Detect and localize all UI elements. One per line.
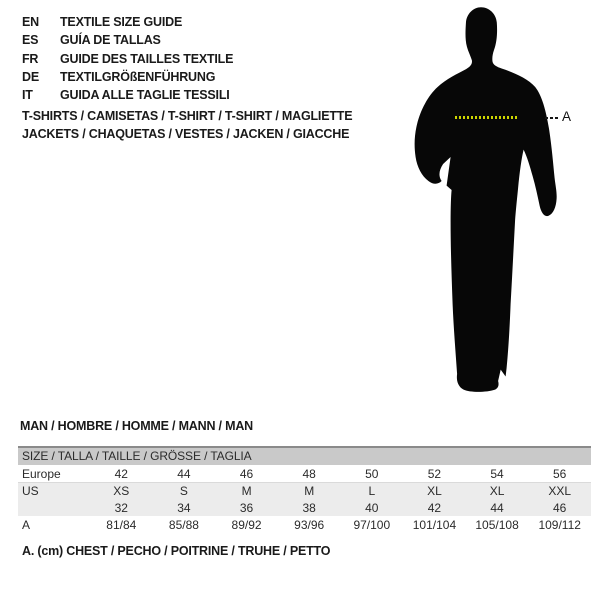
measure-pointer-dashes xyxy=(545,117,559,119)
table-cell: 40 xyxy=(365,500,379,515)
table-row-us-numeric xyxy=(18,499,591,516)
row-label: US xyxy=(22,484,39,498)
table-cell: 46 xyxy=(553,500,567,515)
measure-label-a: A xyxy=(562,109,572,124)
language-title: GUÍA DE TALLAS xyxy=(60,33,161,48)
table-cell: L xyxy=(368,484,376,498)
table-cell: 44 xyxy=(490,500,504,515)
table-cell: 81/84 xyxy=(106,517,137,532)
table-cell: XL xyxy=(427,484,442,498)
table-cell: 48 xyxy=(302,466,316,481)
table-cell: M xyxy=(304,484,315,498)
table-cell: S xyxy=(179,484,188,498)
table-cell: 42 xyxy=(427,500,442,515)
table-cell: XS xyxy=(113,484,130,498)
language-title: TEXTILGRÖßENFÜHRUNG xyxy=(60,69,216,84)
table-cell: M xyxy=(241,484,252,498)
man-silhouette-path xyxy=(415,7,557,392)
language-code: DE xyxy=(22,69,39,84)
row-label: A xyxy=(22,517,31,532)
row-label: Europe xyxy=(22,466,61,481)
table-cell: 34 xyxy=(177,500,191,515)
table-cell: XL xyxy=(489,484,505,498)
table-cell: 46 xyxy=(239,466,254,481)
table-row-us xyxy=(18,482,591,499)
table-cell: XXL xyxy=(548,484,572,498)
table-row-chest xyxy=(18,516,591,533)
table-cell: 109/112 xyxy=(538,517,581,532)
table-cell: 42 xyxy=(114,466,128,481)
section-title-man: MAN / HOMBRE / HOMME / MANN / MAN xyxy=(20,419,253,433)
language-code: EN xyxy=(22,15,39,29)
language-code: ES xyxy=(22,33,39,48)
table-cell: 89/92 xyxy=(231,517,262,532)
table-cell: 54 xyxy=(490,466,504,481)
size-table-header: SIZE / TALLA / TAILLE / GRÖSSE / TAGLIA xyxy=(18,448,591,465)
language-title: TEXTILE SIZE GUIDE xyxy=(60,15,183,29)
table-cell: 56 xyxy=(553,466,567,481)
table-cell: 105/108 xyxy=(475,517,519,532)
table-cell: 52 xyxy=(427,466,442,481)
language-title: GUIDA ALLE TAGLIE TESSILI xyxy=(60,88,230,103)
table-cell: 50 xyxy=(365,466,379,481)
table-cell: 32 xyxy=(114,500,128,515)
chest-measure-dashes xyxy=(455,116,517,119)
measure-footnote: A. (cm) CHEST / PECHO / POITRINE / TRUHE / PETTO xyxy=(22,544,331,558)
language-code: IT xyxy=(22,88,33,103)
table-cell: 101/104 xyxy=(412,517,457,532)
table-cell: 93/96 xyxy=(294,517,325,532)
size-table xyxy=(18,446,591,533)
category-line-jackets: JACKETS / CHAQUETAS / VESTES / JACKEN / GIACCHE xyxy=(22,127,350,141)
category-line-tshirts: T-SHIRTS / CAMISETAS / T-SHIRT / T-SHIRT / MAGLIETTE xyxy=(22,109,353,123)
table-cell: 38 xyxy=(302,500,316,515)
table-cell: 44 xyxy=(177,466,191,481)
table-cell: 97/100 xyxy=(353,517,391,532)
table-cell: 85/88 xyxy=(168,517,199,532)
table-row-europe xyxy=(18,465,591,482)
language-code: FR xyxy=(22,51,39,66)
language-title: GUIDE DES TAILLES TEXTILE xyxy=(60,51,234,66)
table-cell: 36 xyxy=(239,500,254,515)
